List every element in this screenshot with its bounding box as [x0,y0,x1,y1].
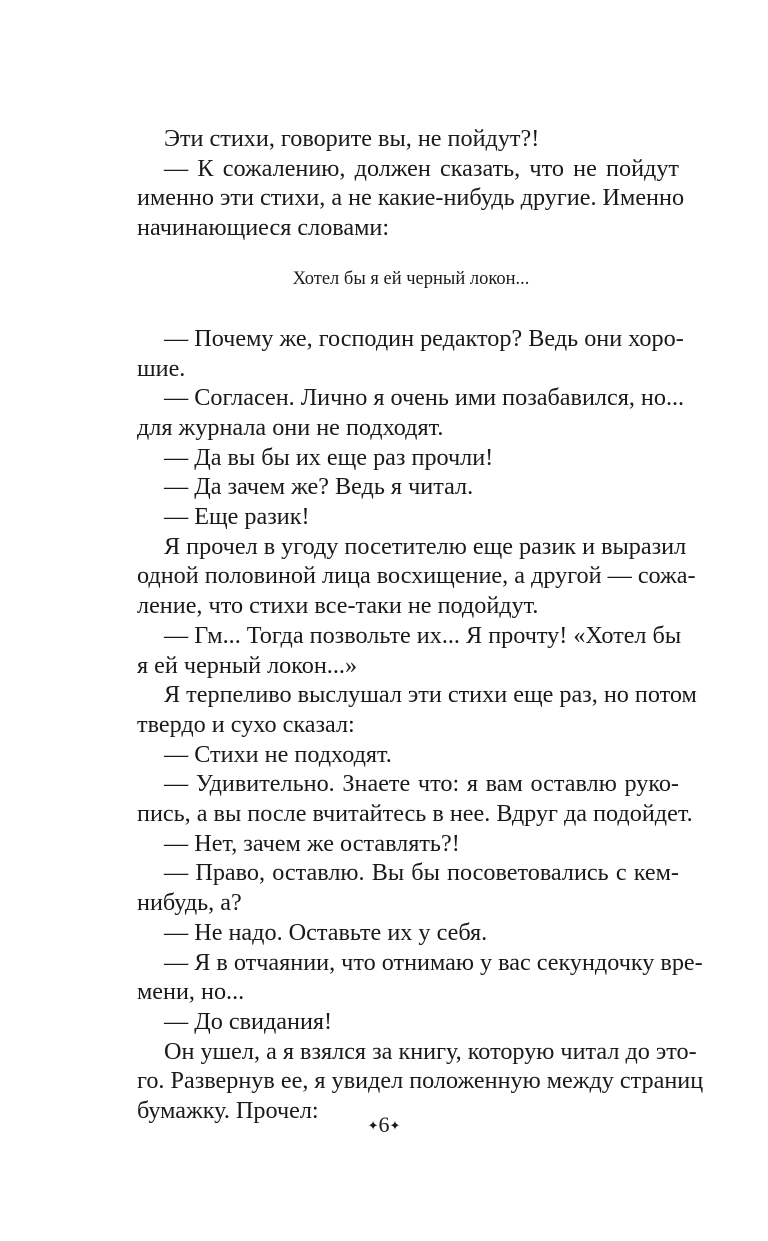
text-line: — Нет, зачем же оставлять?! [164,829,460,857]
text-line: — Гм... Тогда позвольте их... Я прочту! «Хотел бы [164,621,682,649]
text-line: нибудь, а? [137,889,242,917]
text-line: — Не надо. Оставьте их у себя. [164,918,488,946]
text-line: — Право, оставлю. Вы бы посоветовались с кем- [164,859,679,887]
text-line: Эти стихи, говорите вы, не пойдут?! [164,125,540,152]
text-line: Я терпеливо выслушал эти стихи еще раз, но потом [164,681,697,709]
text-line: — Я в отчаянии, что отнимаю у вас секундочку вре- [164,948,703,976]
text-line: — До свидания! [164,1007,333,1035]
text-line: шие. [137,354,186,382]
text-line: — Еще разик! [164,503,310,531]
text-line: я ей черный локон...» [137,651,358,679]
text-line: одной половиной лица восхищение, а другой — сожа- [137,562,696,590]
text-line: Он ушел, а я взялся за книгу, которую читал до это- [164,1037,697,1065]
text-line: именно эти стихи, а не какие-нибудь другие. Именно [137,184,685,212]
text-line: — Да зачем же? Ведь я читал. [164,473,474,501]
page-number: 6 [378,1112,390,1137]
text-line: — Почему же, господин редактор? Ведь они хоро- [164,324,684,352]
text-line: — Согласен. Лично я очень ими позабавился, но... [164,384,685,412]
text-line: мени, но... [137,978,245,1006]
text-line: — К сожалению, должен сказать, что не пойдут [164,154,679,182]
text-line: — Стихи не подходят. [164,740,392,768]
text-line: — Удивительно. Знаете что: я вам оставлю руко- [164,770,679,798]
page-footer [0,1110,768,1141]
diamond-ornament-icon: ✦ [389,1118,401,1133]
verse-epigraph: Хотел бы я ей черный локон... [292,268,530,289]
text-line: Я прочел в угоду посетителю еще разик и выразил [164,532,687,560]
text-line: начинающиеся словами: [137,214,390,242]
text-line: пись, а вы после вчитайтесь в нее. Вдруг да подойдет. [137,800,693,828]
text-line: твердо и сухо сказал: [137,710,355,738]
text-line: — Да вы бы их еще раз прочли! [164,443,494,471]
text-line: для журнала они не подходят. [137,413,444,441]
text-line: го. Развернув ее, я увидел положенную между страниц [137,1067,704,1095]
diamond-ornament-icon: ✦ [367,1118,379,1133]
page-body [137,124,704,1126]
text-line: ление, что стихи все-таки не подойдут. [137,592,539,620]
text-line: бумажку. Прочел: [137,1097,319,1125]
